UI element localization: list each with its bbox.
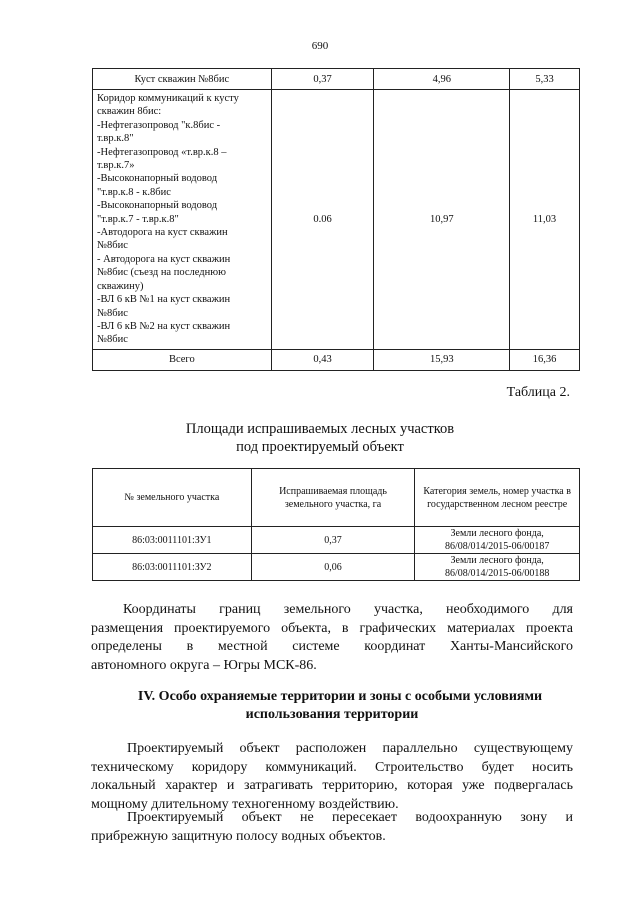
value-cell: 11,03	[510, 90, 580, 350]
column-header: Категория земель, номер участка в государственном лесном реестре	[415, 469, 580, 527]
area-cell: 0,06	[251, 554, 415, 581]
text-line: размещения проектируемого объекта, в графических материалах проекта	[91, 620, 573, 636]
cell-text-line: -Высоконапорный водовод	[97, 173, 218, 185]
table-row	[93, 554, 580, 581]
cell-text-line: №8бис (съезд на последнюю	[97, 267, 226, 279]
value-cell: 5,33	[510, 69, 580, 90]
column-header: № земельного участка	[93, 469, 252, 527]
value-cell: 0,37	[271, 69, 374, 90]
cell-text-line: -Нефтегазопровод «т.вр.к.8 –	[97, 146, 227, 158]
plot-number-cell: 86:03:0011101:ЗУ2	[93, 554, 252, 581]
cell-text-line: -Высоконапорный водовод	[97, 200, 218, 212]
table-title-line: Площади испрашиваемых лесных участков	[185, 421, 455, 437]
value-cell: 16,36	[510, 349, 580, 370]
page-number: 690	[311, 40, 329, 52]
plot-number-cell: 86:03:0011101:ЗУ1	[93, 527, 252, 554]
text-line: Проектируемый объект не пересекает водоохранную зону и	[127, 810, 573, 825]
cell-text-line: -Нефтегазопровод "к.8бис -	[97, 119, 221, 131]
cell-text-line: т.вр.к.7»	[97, 160, 135, 172]
cell-text-line: -ВЛ 6 кВ №2 на куст скважин	[97, 320, 231, 332]
table-row	[93, 527, 580, 554]
text-line: определены в местной системе координат Ханты-Мансийского	[91, 639, 573, 654]
cell-text-line: №8бис	[97, 240, 128, 252]
paragraph-water	[91, 809, 573, 846]
text-line: локальный характер и затрагивать территорию, которая уже подвергалась	[91, 778, 573, 793]
cell-text-line: №8бис	[97, 334, 128, 346]
table-label: Таблица 2.	[506, 385, 570, 400]
row-name-cell: Куст скважин №8бис	[93, 69, 272, 90]
row-name-cell: Всего	[93, 349, 272, 370]
table-row	[93, 349, 580, 370]
land-plots-table	[92, 468, 580, 581]
cell-text-line: т.вр.к.8"	[97, 133, 134, 145]
cell-text-line: "т.вр.к.7 - т.вр.к.8"	[97, 213, 179, 225]
heading-line: использования территории	[245, 707, 419, 722]
text-line: Координаты границ земельного участка, необходимого для	[123, 602, 573, 617]
cell-text-line: Коридор коммуникаций к кусту	[97, 93, 239, 104]
text-line: автономного округа – Югры МСК-86.	[91, 657, 317, 673]
row-name-cell	[93, 90, 272, 350]
table-row	[93, 69, 580, 90]
paragraph-location	[91, 740, 573, 814]
paragraph-coordinates	[91, 601, 573, 675]
category-cell: Земли лесного фонда, 86/08/014/2015-06/00188	[415, 554, 580, 581]
areas-table	[92, 68, 580, 371]
text-line: прибрежную защитную полосу водных объектов.	[91, 828, 386, 844]
value-cell: 0,43	[271, 349, 374, 370]
category-cell: Земли лесного фонда, 86/08/014/2015-06/00187	[415, 527, 580, 554]
table-title-line: под проектируемый объект	[236, 439, 404, 455]
text-line: Проектируемый объект расположен параллельно существующему	[127, 741, 573, 756]
column-header: Испрашиваемая площадь земельного участка, га	[251, 469, 415, 527]
cell-text-line: "т.вр.к.8 - к.8бис	[97, 186, 171, 198]
text-line: мощному длительному техногенному воздействию.	[91, 796, 399, 812]
table-header-row	[93, 469, 580, 527]
table-row	[93, 90, 580, 350]
cell-text-line: №8бис	[97, 307, 128, 319]
heading-line: IV. Особо охраняемые территории и зоны с особыми условиями	[137, 689, 543, 704]
section-heading	[91, 688, 573, 724]
cell-text-line: - Автодорога на куст скважин	[97, 253, 231, 265]
cell-text-line: -ВЛ 6 кВ №1 на куст скважин	[97, 294, 231, 306]
cell-text-line: -Автодорога на куст скважин	[97, 227, 228, 239]
value-cell: 0.06	[271, 90, 374, 350]
cell-text-line: скважин 8бис:	[97, 106, 162, 118]
value-cell: 4,96	[374, 69, 510, 90]
text-line: техническому коридору коммуникаций. Строительство будет носить	[91, 759, 573, 775]
value-cell: 15,93	[374, 349, 510, 370]
value-cell: 10,97	[374, 90, 510, 350]
area-cell: 0,37	[251, 527, 415, 554]
cell-text-line: скважину)	[97, 280, 144, 292]
